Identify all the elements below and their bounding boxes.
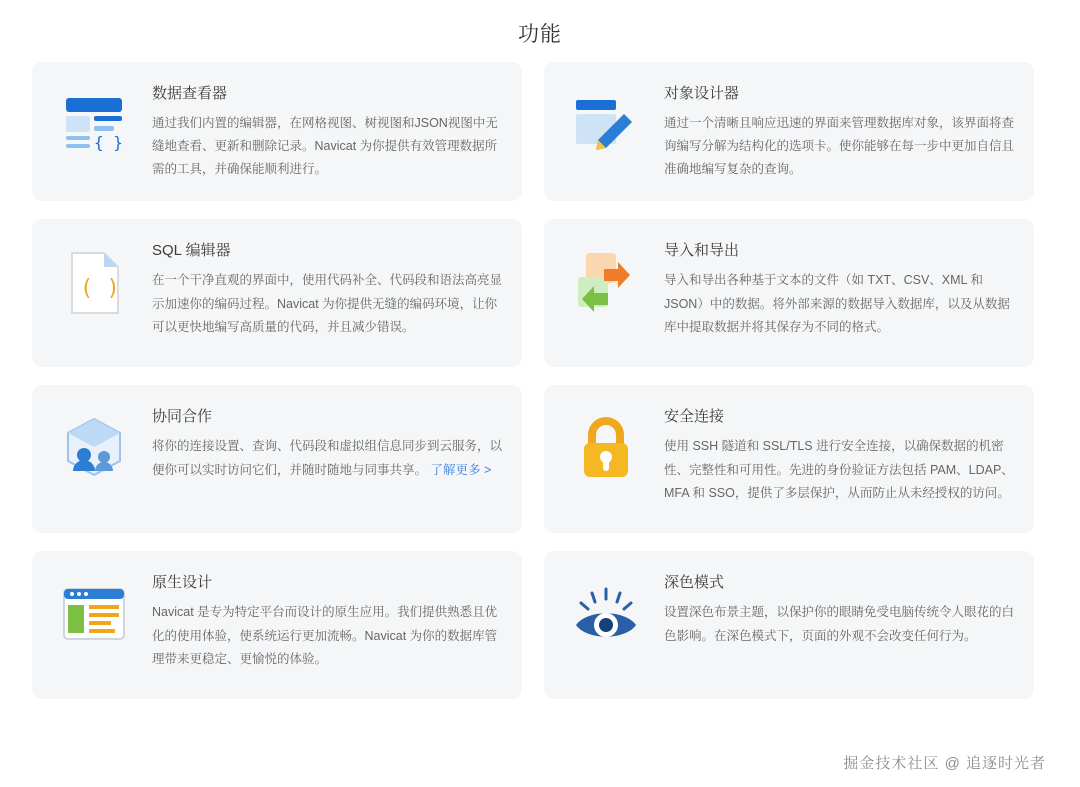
feature-desc: 使用 SSH 隧道和 SSL/TLS 进行安全连接，以确保数据的机密性、完整性和可用性。先进的身份验证方法包括 PAM、LDAP、MFA 和 SSO，提供了多层保护，从而防止从未经授权的访问。 bbox=[664, 439, 1014, 500]
feature-desc: 在一个干净直观的界面中，使用代码补全、代码段和语法高亮显示加速你的编码过程。Navicat 为你提供无缝的编码环境，让你可以更快地编写高质量的代码，并且减少错误。 bbox=[152, 273, 503, 334]
feature-title: 安全连接 bbox=[664, 408, 725, 426]
object-designer-icon bbox=[564, 84, 648, 168]
svg-text:{ }: { } bbox=[94, 133, 123, 152]
feature-title: 对象设计器 bbox=[664, 85, 740, 102]
svg-text:( ): ( ) bbox=[80, 276, 120, 302]
watermark: 掘金技术社区 @ 追逐时光者 bbox=[843, 755, 1046, 772]
collaboration-icon bbox=[52, 407, 136, 491]
dark-mode-icon bbox=[564, 573, 648, 657]
secure-connection-icon bbox=[564, 407, 648, 491]
sql-editor-icon bbox=[52, 241, 136, 325]
data-viewer-icon bbox=[52, 84, 136, 168]
feature-card bbox=[544, 219, 1034, 367]
feature-desc: Navicat 是专为特定平台而设计的原生应用。我们提供熟悉且优化的使用体验，使系统运行更加流畅。Navicat 为你的数据库管理带来更稳定、更愉悦的体验。 bbox=[152, 605, 498, 666]
feature-title: 协同合作 bbox=[152, 408, 213, 426]
native-design-icon bbox=[52, 573, 136, 657]
feature-card bbox=[544, 385, 1034, 533]
feature-card bbox=[32, 385, 522, 533]
feature-card bbox=[32, 219, 522, 367]
feature-desc-text: 将你的连接设置、查询、代码段和虚拟组信息同步到云服务，以便你可以实时访问它们，并随时随地与同事共享。 bbox=[152, 439, 503, 477]
feature-title: SQL 编辑器 bbox=[152, 242, 231, 260]
feature-desc: 通过我们内置的编辑器，在网格视图、树视图和JSON视图中无缝地查看、更新和删除记录。Navicat 为你提供有效管理数据所需的工具，并确保能顺利进行。 bbox=[152, 116, 498, 177]
feature-card bbox=[544, 62, 1034, 201]
feature-desc: 设置深色布景主题，以保护你的眼睛免受电脑传统令人眼花的白色影响。在深色模式下，页面的外观不会改变任何行为。 bbox=[664, 605, 1015, 643]
feature-card bbox=[32, 551, 522, 699]
feature-card bbox=[544, 551, 1034, 699]
feature-desc: 导入和导出各种基于文本的文件（如 TXT、CSV、XML 和 JSON）中的数据。将外部来源的数据导入数据库，以及从数据库中提取数据并将其保存为不同的格式。 bbox=[664, 273, 1010, 334]
feature-title: 原生设计 bbox=[152, 574, 213, 592]
feature-title: 深色模式 bbox=[664, 574, 725, 592]
feature-title: 导入和导出 bbox=[664, 242, 740, 260]
feature-title: 数据查看器 bbox=[152, 85, 228, 102]
import-export-icon bbox=[564, 241, 648, 325]
feature-desc bbox=[152, 435, 502, 481]
learn-more-link[interactable]: 了解更多 > bbox=[430, 462, 492, 477]
feature-card bbox=[32, 62, 522, 201]
page-title: 功能 bbox=[518, 23, 562, 46]
feature-grid bbox=[0, 62, 1080, 699]
feature-desc: 通过一个清晰且响应迅速的界面来管理数据库对象，该界面将查询编写分解为结构化的选项卡。使你能够在每一步中更加自信且准确地编写复杂的查询。 bbox=[664, 116, 1015, 177]
